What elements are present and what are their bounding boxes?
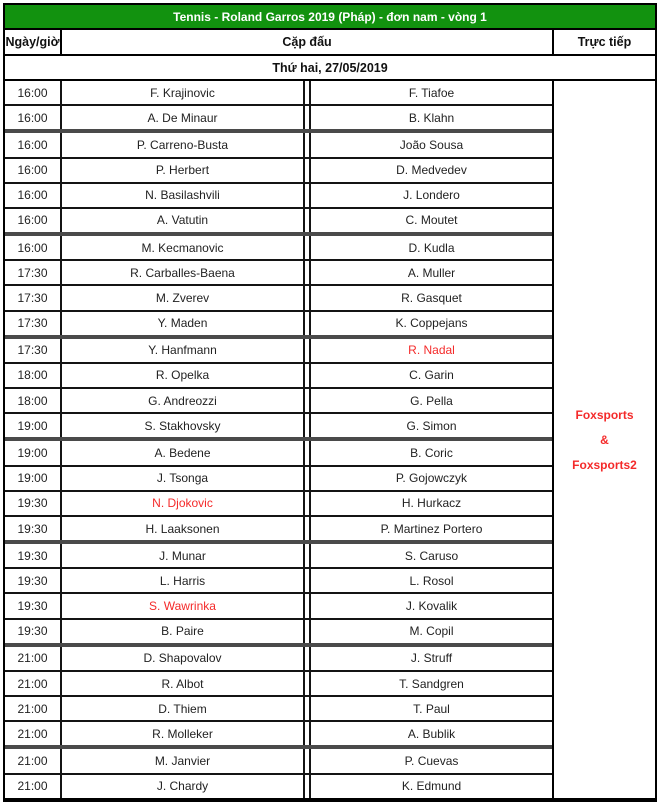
broadcast-cell <box>552 81 655 798</box>
broadcast-channel-1: Foxsports <box>575 407 634 422</box>
player2-name: T. Paul <box>309 697 552 720</box>
match-row <box>5 569 552 594</box>
broadcast-channel-2: Foxsports2 <box>572 457 637 472</box>
match-row <box>5 81 552 106</box>
player2-name: F. Tiafoe <box>309 81 552 104</box>
match-time: 16:00 <box>5 106 62 129</box>
match-row <box>5 749 552 774</box>
match-time: 19:00 <box>5 467 62 490</box>
table-title-bar <box>5 5 655 30</box>
match-row <box>5 467 552 492</box>
match-time: 19:30 <box>5 517 62 540</box>
match-rows-container <box>5 81 552 798</box>
player1-name: D. Thiem <box>62 697 305 720</box>
match-time: 18:00 <box>5 389 62 412</box>
player2-name: J. Struff <box>309 647 552 670</box>
match-time: 16:00 <box>5 133 62 156</box>
match-row <box>5 106 552 133</box>
match-time: 19:00 <box>5 441 62 464</box>
player2-name: K. Coppejans <box>309 312 552 335</box>
match-row <box>5 544 552 569</box>
player1-name: A. Vatutin <box>62 209 305 232</box>
match-row <box>5 620 552 647</box>
player1-name: B. Paire <box>62 620 305 643</box>
player2-name: G. Pella <box>309 389 552 412</box>
match-time: 17:30 <box>5 261 62 284</box>
player2-name: A. Muller <box>309 261 552 284</box>
player2-name: P. Cuevas <box>309 749 552 772</box>
match-time: 21:00 <box>5 749 62 772</box>
match-time: 19:30 <box>5 492 62 515</box>
match-time: 18:00 <box>5 364 62 387</box>
match-row <box>5 492 552 517</box>
player1-name: L. Harris <box>62 569 305 592</box>
player1-name: N. Basilashvili <box>62 184 305 207</box>
match-time: 16:00 <box>5 209 62 232</box>
player2-name: J. Kovalik <box>309 594 552 617</box>
col-header-pair: Cặp đấu <box>282 35 332 49</box>
date-heading: Thứ hai, 27/05/2019 <box>5 56 655 81</box>
player1-name: R. Molleker <box>62 722 305 745</box>
match-row <box>5 389 552 414</box>
player1-name: F. Krajinovic <box>62 81 305 104</box>
match-row <box>5 133 552 158</box>
column-header-row <box>5 30 655 56</box>
match-row <box>5 697 552 722</box>
match-row <box>5 339 552 364</box>
match-time: 16:00 <box>5 236 62 259</box>
col-header-datetime: Ngày/giờ <box>5 30 62 54</box>
match-time: 21:00 <box>5 775 62 798</box>
match-time: 19:30 <box>5 594 62 617</box>
player1-name: Y. Hanfmann <box>62 339 305 362</box>
player1-name: Y. Maden <box>62 312 305 335</box>
match-row <box>5 647 552 672</box>
schedule-table <box>3 3 657 802</box>
player2-name: C. Moutet <box>309 209 552 232</box>
player2-name: B. Klahn <box>309 106 552 129</box>
player1-name: J. Chardy <box>62 775 305 798</box>
player2-name: L. Rosol <box>309 569 552 592</box>
player1-name: M. Janvier <box>62 749 305 772</box>
player2-name: G. Simon <box>309 414 552 437</box>
match-time: 16:00 <box>5 184 62 207</box>
player2-name: P. Martinez Portero <box>309 517 552 540</box>
match-time: 21:00 <box>5 672 62 695</box>
broadcast-ampersand: & <box>600 432 609 447</box>
player2-name: K. Edmund <box>309 775 552 798</box>
match-row <box>5 441 552 466</box>
player2-name: D. Kudla <box>309 236 552 259</box>
player1-name: R. Carballes-Baena <box>62 261 305 284</box>
player1-name: P. Herbert <box>62 159 305 182</box>
match-row <box>5 286 552 311</box>
player2-name: João Sousa <box>309 133 552 156</box>
player2-name: R. Nadal <box>309 339 552 362</box>
player1-name: H. Laaksonen <box>62 517 305 540</box>
match-row <box>5 184 552 209</box>
match-row <box>5 775 552 798</box>
match-row <box>5 312 552 339</box>
col-header-live: Trực tiếp <box>552 30 655 54</box>
match-time: 21:00 <box>5 697 62 720</box>
match-time: 21:00 <box>5 722 62 745</box>
player1-name: A. De Minaur <box>62 106 305 129</box>
match-row <box>5 594 552 619</box>
player2-name: J. Londero <box>309 184 552 207</box>
player1-name: R. Albot <box>62 672 305 695</box>
match-time: 17:30 <box>5 286 62 309</box>
player2-name: D. Medvedev <box>309 159 552 182</box>
match-time: 16:00 <box>5 159 62 182</box>
player2-name: H. Hurkacz <box>309 492 552 515</box>
match-time: 19:30 <box>5 544 62 567</box>
match-row <box>5 364 552 389</box>
player1-name: M. Zverev <box>62 286 305 309</box>
match-time: 19:30 <box>5 620 62 643</box>
player1-name: D. Shapovalov <box>62 647 305 670</box>
match-row <box>5 159 552 184</box>
match-row <box>5 236 552 261</box>
player1-name: R. Opelka <box>62 364 305 387</box>
player1-name: N. Djokovic <box>62 492 305 515</box>
player2-name: R. Gasquet <box>309 286 552 309</box>
match-row <box>5 672 552 697</box>
player2-name: T. Sandgren <box>309 672 552 695</box>
table-title: Tennis - Roland Garros 2019 (Pháp) - đơn nam - vòng 1 <box>173 9 487 24</box>
player1-name: M. Kecmanovic <box>62 236 305 259</box>
player2-name: M. Copil <box>309 620 552 643</box>
match-time: 17:30 <box>5 312 62 335</box>
player2-name: A. Bublik <box>309 722 552 745</box>
player2-name: S. Caruso <box>309 544 552 567</box>
match-row <box>5 261 552 286</box>
player2-name: B. Coric <box>309 441 552 464</box>
player1-name: A. Bedene <box>62 441 305 464</box>
match-time: 17:30 <box>5 339 62 362</box>
player1-name: G. Andreozzi <box>62 389 305 412</box>
match-time: 19:00 <box>5 414 62 437</box>
match-time: 19:30 <box>5 569 62 592</box>
player1-name: J. Tsonga <box>62 467 305 490</box>
player2-name: P. Gojowczyk <box>309 467 552 490</box>
match-time: 16:00 <box>5 81 62 104</box>
player2-name: C. Garin <box>309 364 552 387</box>
match-row <box>5 414 552 441</box>
player1-name: S. Stakhovsky <box>62 414 305 437</box>
player1-name: P. Carreno-Busta <box>62 133 305 156</box>
match-row <box>5 517 552 544</box>
player1-name: S. Wawrinka <box>62 594 305 617</box>
schedule-body <box>5 81 655 798</box>
match-time: 21:00 <box>5 647 62 670</box>
match-row <box>5 209 552 236</box>
player1-name: J. Munar <box>62 544 305 567</box>
match-row <box>5 722 552 749</box>
